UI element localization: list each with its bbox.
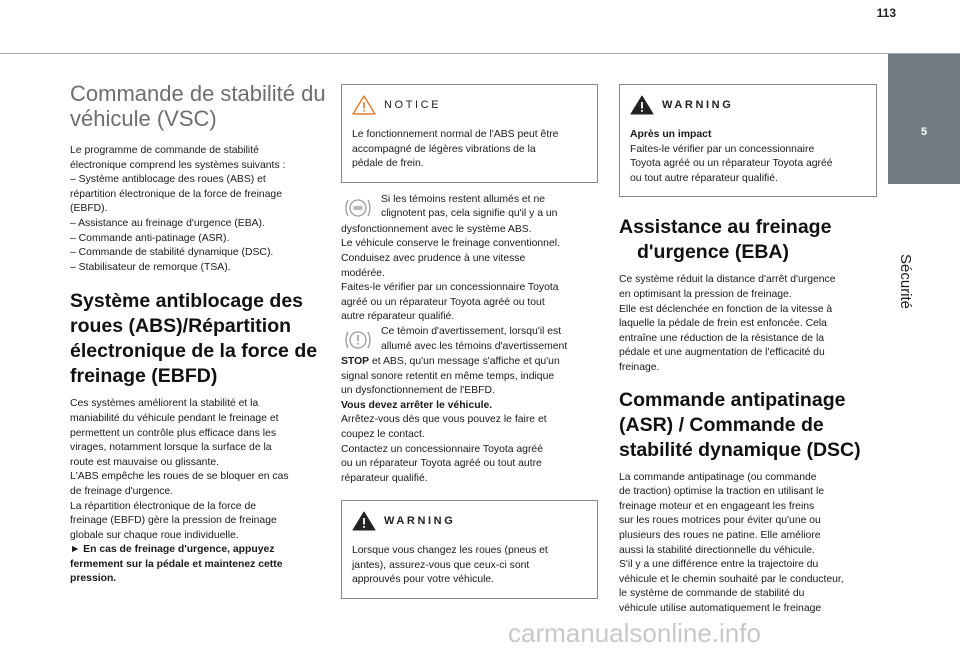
page-number: 113 <box>876 6 896 20</box>
chapter-number: 5 <box>920 126 928 138</box>
wheel-warning-box: WARNING Lorsque vous changez les roues (pneus et jantes), assurez-vous que ceux-ci sont approuvés pour votre véhicule. <box>341 500 598 599</box>
header-rule <box>0 53 960 54</box>
watermark: carmanualsonline.info <box>508 618 761 648</box>
abs-description: Ces systèmes améliorent la stabilité et la maniabilité du véhicule pendant le freinage et permettent un contrôle plus efficace dans les virages, notamment lorsque la surface de la route est mauvaise ou glissante. L'ABS empêche les roues de se bloquer en cas de freinage d'urgence. La répartition électronique de la force de freinage (EBFD) gère la pression de freinage globale sur chaque roue individuelle. <box>70 398 289 541</box>
abs-lamp-block: Si les témoins restent allumés et ne clignotent pas, cela signifie qu'il y a un <box>341 193 598 223</box>
vsc-intro: Le programme de commande de stabilité électronique comprend les systèmes suivants : – Système antiblocage des roues (ABS) et répartition électronique de la force de freinage (EBFD). – Assistance au freinage d'urgence (EBA). – Commande anti-patinage (ASR). – Commande de stabilité dynamique (DSC). – Stabilisateur de remorque (TSA). <box>70 145 286 273</box>
chapter-tab <box>888 54 960 649</box>
column-2 <box>341 84 598 599</box>
notice-box: NOTICE Le fonctionnement normal de l'ABS peut être accompagné de légères vibrations de la pédale de frein. <box>341 84 598 183</box>
warning-title: WARNING <box>384 514 456 527</box>
brake-warning-lamp-icon <box>341 327 375 353</box>
abs-lamp-description: dysfonctionnement avec le système ABS. Le véhicule conserve le freinage conventionnel. Conduisez avec prudence à une vitesse modérée. Faites-le vérifier par un concessionnaire Toyota agréé ou un réparateur Toyota agréé ou tout autre réparateur qualifié. <box>341 223 560 323</box>
chapter-label: Sécurité <box>897 254 914 310</box>
warning-title: WARNING <box>662 98 734 111</box>
section-title: Commande de stabilité du véhicule (VSC) <box>70 81 326 131</box>
eba-heading: Assistance au freinage d'urgence (EBA) <box>619 216 832 264</box>
notice-triangle-icon <box>352 95 376 115</box>
impact-warning-box: WARNING Après un impact Faites-le vérifier par un concessionnaire Toyota agréé ou un réparateur Toyota agréé ou tout autre réparateur qualifié. <box>619 84 877 197</box>
abs-heading: Système antiblocage des roues (ABS)/Répartition électronique de la force de freinage (EBFD) <box>70 290 318 388</box>
brake-lamp-block: Ce témoin d'avertissement, lorsqu'il est allumé avec les témoins d'avertissement <box>341 325 598 355</box>
abs-warning-lamp-icon <box>341 195 375 221</box>
asr-heading: Commande antipatinage (ASR) / Commande de stabilité dynamique (DSC) <box>619 388 861 461</box>
chapter-tab-box <box>888 54 960 184</box>
warning-triangle-icon <box>352 511 376 531</box>
brake-lamp-description: STOP et ABS, qu'un message s'affiche et qu'un signal sonore retentit en même temps, indique un dysfonctionnement de l'EBFD. Vous devez arrêter le véhicule. Arrêtez-vous dès que vous pouvez le faire et coupez le contact. Contactez un concessionnaire Toyota agréé ou un réparateur Toyota agréé ou tout autre réparateur qualifié. <box>341 355 560 484</box>
abs-instruction: ► En cas de freinage d'urgence, appuyez fermement sur la pédale et maintenez cette pression. <box>70 544 283 585</box>
eba-description: Ce système réduit la distance d'arrêt d'urgence en optimisant la pression de freinage. Elle est déclenchée en fonction de la vitesse à laquelle la pédale de frein est enfoncée. Cela entraîne une réduction de la résistance de la pédale et une augmentation de l'efficacité du freinage. <box>619 274 836 373</box>
asr-description: La commande antipatinage (ou commande de traction) optimise la traction en utilisant le freinage moteur et en engageant les freins sur les roues motrices pour éviter qu'une ou plusieurs des roues ne patine. Elle améliore aussi la stabilité directionnelle du véhicule. S'il y a une différence entre la trajectoire du véhicule et le chemin souhaité par le conducteur, le système de commande de stabilité du véhicule utilise automatiquement le freinage <box>619 471 844 614</box>
warning-triangle-icon <box>630 95 654 115</box>
column-1 <box>70 80 328 587</box>
notice-title: NOTICE <box>384 98 442 111</box>
column-3 <box>619 84 877 616</box>
